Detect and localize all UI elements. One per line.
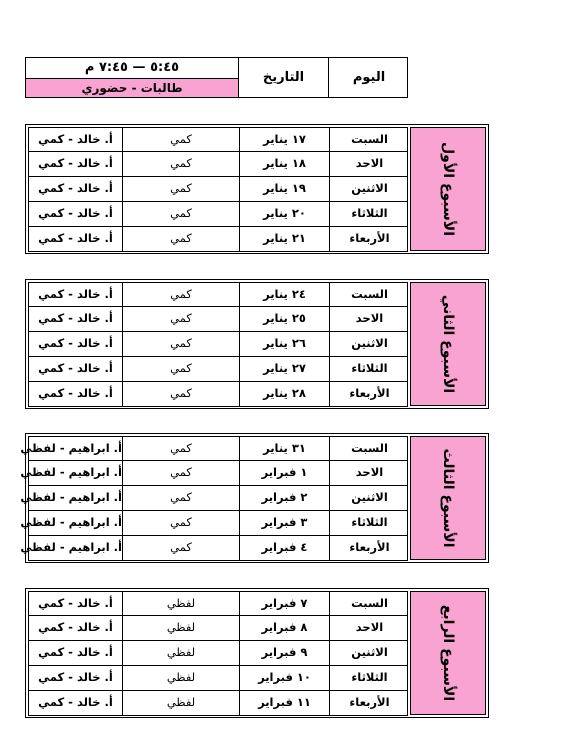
week-label: الأسبوع الرابع — [440, 604, 456, 702]
subject-cell: لفظي — [123, 691, 240, 715]
subject-cell: كمي — [123, 332, 240, 356]
subject-cell: كمي — [123, 307, 240, 331]
date-cell: ١٩ يناير — [240, 177, 330, 201]
schedule-header — [25, 57, 408, 98]
day-cell: الاثنين — [351, 181, 388, 195]
week-rows — [28, 127, 408, 252]
day-cell: السبت — [351, 132, 388, 146]
date-column-header: التاريخ — [238, 58, 328, 97]
teacher-cell: أ. خالد - كمي — [29, 382, 123, 406]
week-block — [25, 588, 489, 718]
day-cell: السبت — [351, 596, 388, 610]
table-row — [28, 691, 408, 716]
date-cell: ١٧ يناير — [240, 128, 330, 151]
week-label: الأسبوع الأول — [440, 142, 456, 236]
teacher-cell: أ. خالد - كمي — [29, 332, 123, 356]
teacher-cell: أ. خالد - كمي — [29, 227, 123, 251]
subject-cell: كمي — [123, 177, 240, 201]
day-cell: الاثنين — [351, 645, 388, 659]
date-cell: ٢١ يناير — [240, 227, 330, 251]
table-row — [28, 282, 408, 307]
teacher-cell: أ. خالد - كمي — [29, 666, 123, 690]
week-block — [20, 433, 489, 563]
day-cell: الاثنين — [351, 490, 388, 504]
table-row — [28, 202, 408, 227]
subject-cell: كمي — [123, 202, 240, 226]
week-block — [25, 279, 489, 409]
session-group: طالبات - حضوري — [26, 78, 238, 97]
day-cell: الأربعاء — [349, 695, 390, 709]
teacher-cell: أ. خالد - كمي — [29, 357, 123, 381]
table-row — [28, 641, 408, 666]
subject-cell: كمي — [123, 437, 240, 460]
teacher-cell: أ. ابراهيم - لفظي — [29, 511, 123, 535]
date-cell: ٣١ يناير — [240, 437, 330, 460]
teacher-cell: أ. ابراهيم - لفظي — [29, 437, 123, 460]
table-row — [20, 486, 408, 511]
subject-cell: كمي — [123, 511, 240, 535]
subject-cell: كمي — [123, 227, 240, 251]
teacher-cell: أ. ابراهيم - لفظي — [29, 461, 123, 485]
teacher-cell: أ. خالد - كمي — [29, 691, 123, 715]
day-cell: الاحد — [355, 156, 384, 170]
teacher-cell: أ. خالد - كمي — [29, 177, 123, 201]
subject-cell: لفظي — [123, 616, 240, 640]
date-cell: ٢٦ يناير — [240, 332, 330, 356]
day-cell: الثلاثاء — [351, 515, 388, 529]
date-cell: ٨ فبراير — [240, 616, 330, 640]
week-label: الأسبوع الثاني — [440, 294, 456, 394]
table-row — [20, 536, 408, 561]
table-row — [28, 127, 408, 152]
subject-cell: كمي — [123, 536, 240, 560]
subject-cell: كمي — [123, 152, 240, 176]
week-block — [25, 124, 489, 254]
table-row — [28, 382, 408, 407]
date-cell: ٢٠ يناير — [240, 202, 330, 226]
teacher-cell: أ. ابراهيم - لفظي — [29, 536, 123, 560]
teacher-cell: أ. خالد - كمي — [29, 283, 123, 306]
day-cell: الثلاثاء — [351, 206, 388, 220]
week-rows — [20, 436, 408, 561]
week-label-cell — [410, 436, 486, 560]
session-time: ٥:٤٥ — ٧:٤٥ م — [84, 60, 180, 75]
subject-cell: كمي — [123, 461, 240, 485]
week-label-cell — [410, 127, 486, 251]
table-row — [28, 227, 408, 252]
teacher-cell: أ. خالد - كمي — [29, 592, 123, 615]
subject-cell: كمي — [123, 283, 240, 306]
table-row — [28, 666, 408, 691]
day-cell: السبت — [351, 287, 388, 301]
subject-cell: لفظي — [123, 666, 240, 690]
day-cell: الثلاثاء — [351, 361, 388, 375]
table-row — [20, 511, 408, 536]
table-row — [28, 616, 408, 641]
week-label-cell — [410, 282, 486, 406]
day-cell: الأربعاء — [349, 386, 390, 400]
teacher-cell: أ. خالد - كمي — [29, 616, 123, 640]
teacher-cell: أ. ابراهيم - لفظي — [29, 486, 123, 510]
subject-cell: كمي — [123, 128, 240, 151]
subject-cell: لفظي — [123, 592, 240, 615]
day-cell: السبت — [351, 441, 388, 455]
week-rows — [28, 282, 408, 407]
date-cell: ١١ فبراير — [240, 691, 330, 715]
date-cell: ٢٤ يناير — [240, 283, 330, 306]
day-cell: الاحد — [355, 620, 384, 634]
subject-cell: كمي — [123, 382, 240, 406]
date-cell: ١ فبراير — [240, 461, 330, 485]
day-cell: الاثنين — [351, 336, 388, 350]
day-cell: الاحد — [355, 311, 384, 325]
day-cell: الأربعاء — [349, 231, 390, 245]
subject-cell: كمي — [123, 357, 240, 381]
teacher-cell: أ. خالد - كمي — [29, 307, 123, 331]
day-cell: الأربعاء — [349, 540, 390, 554]
date-cell: ٤ فبراير — [240, 536, 330, 560]
session-time-cell — [26, 58, 238, 97]
table-row — [28, 307, 408, 332]
week-label-cell — [410, 591, 486, 715]
table-row — [28, 357, 408, 382]
teacher-cell: أ. خالد - كمي — [29, 202, 123, 226]
table-row — [28, 152, 408, 177]
date-cell: ٢٧ يناير — [240, 357, 330, 381]
table-row — [20, 461, 408, 486]
date-cell: ١٨ يناير — [240, 152, 330, 176]
teacher-cell: أ. خالد - كمي — [29, 152, 123, 176]
day-cell: الاحد — [355, 465, 384, 479]
table-row — [28, 591, 408, 616]
date-cell: ٩ فبراير — [240, 641, 330, 665]
table-row — [28, 177, 408, 202]
date-cell: ٢٥ يناير — [240, 307, 330, 331]
table-row — [20, 436, 408, 461]
subject-cell: كمي — [123, 486, 240, 510]
date-cell: ٣ فبراير — [240, 511, 330, 535]
day-cell: الثلاثاء — [351, 670, 388, 684]
subject-cell: لفظي — [123, 641, 240, 665]
date-cell: ٢ فبراير — [240, 486, 330, 510]
week-rows — [28, 591, 408, 716]
teacher-cell: أ. خالد - كمي — [29, 641, 123, 665]
date-cell: ١٠ فبراير — [240, 666, 330, 690]
week-label: الأسبوع الثالث — [440, 448, 456, 548]
date-cell: ٢٨ يناير — [240, 382, 330, 406]
table-row — [28, 332, 408, 357]
day-column-header: اليوم — [328, 58, 409, 97]
date-cell: ٧ فبراير — [240, 592, 330, 615]
teacher-cell: أ. خالد - كمي — [29, 128, 123, 151]
